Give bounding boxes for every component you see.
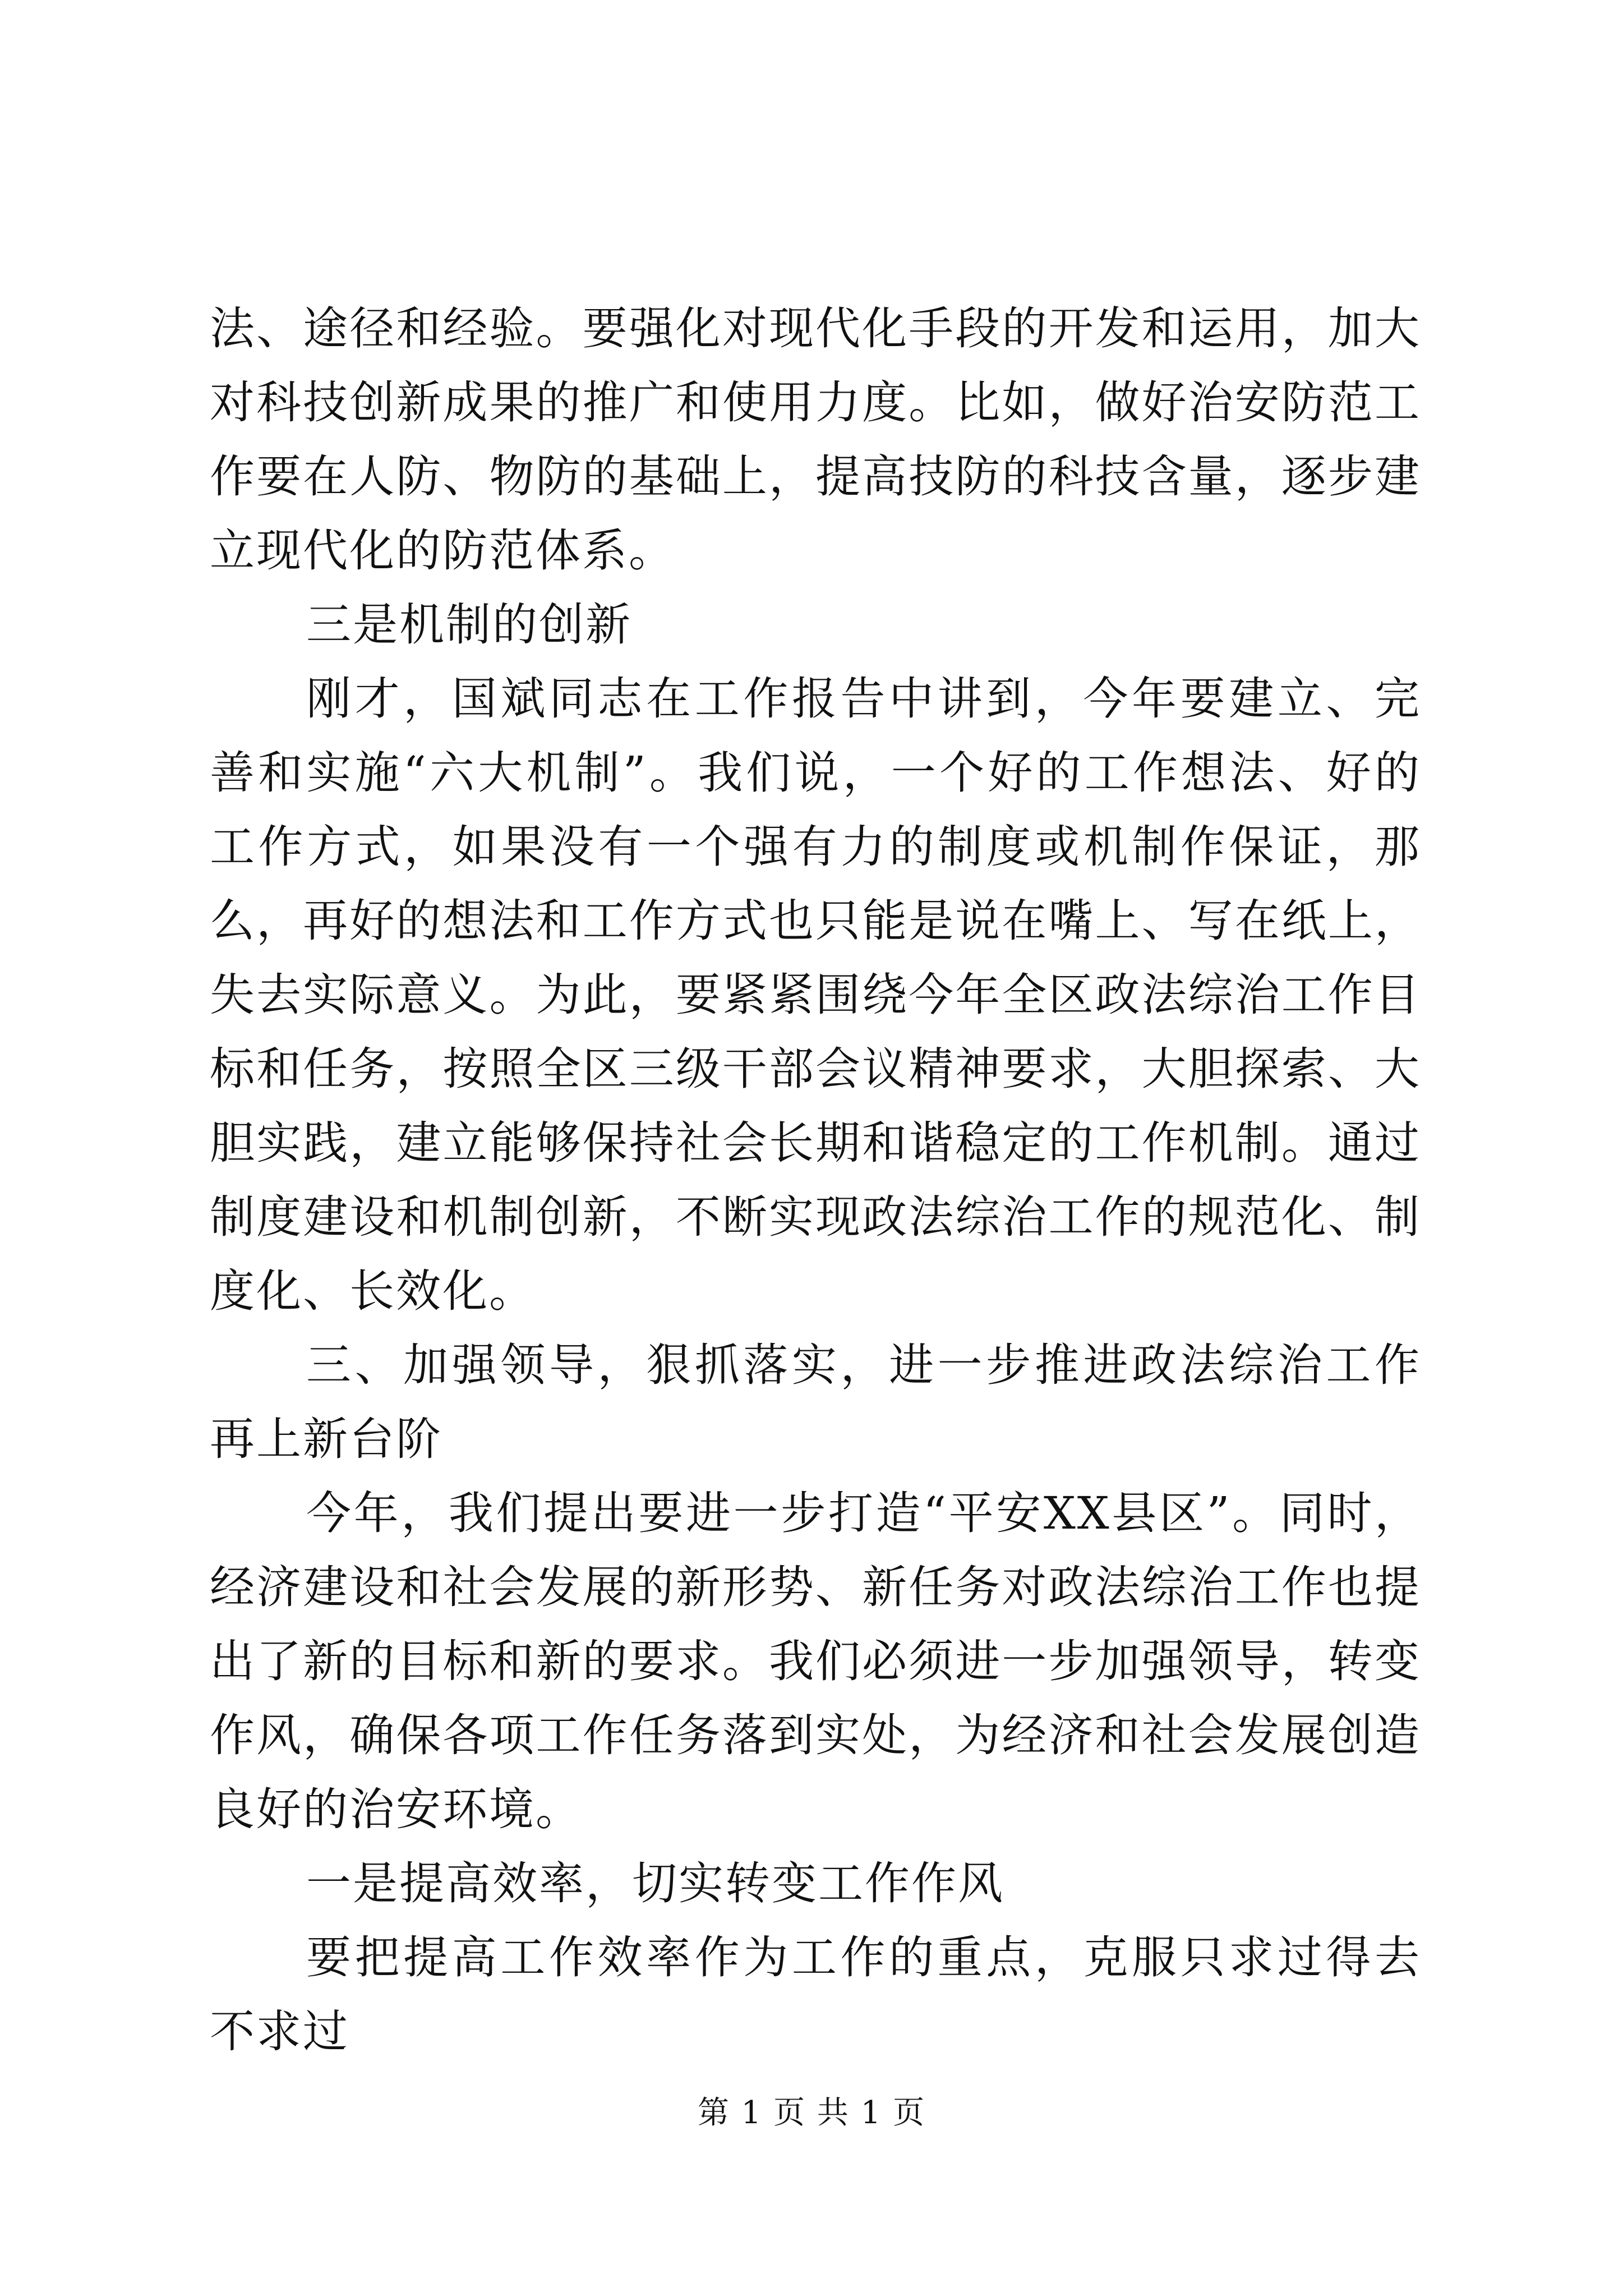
paragraph-6-heading: 一是提高效率，切实转变工作作风 [306,1857,1004,1910]
paragraph-4-heading: 三、加强领导，狠抓落实，进一步推进政法综治工作再上新台阶 [210,1339,1421,1465]
paragraph-5: 今年，我们提出要进一步打造“平安XX县区”。同时，经济建设和社会发展的新形势、新任务对政法综治工作也提出了新的目标和新的要求。我们必须进一步加强领导，转变作风，确保各项工作任务落到实处，为经济和社会发展创造良好的治安环境。 [210,1487,1421,1835]
paragraph-2-heading: 三是机制的创新 [306,599,632,651]
page-footer: 第 1 页 共 1 页 [697,2095,926,2131]
paragraph-7: 要把提高工作效率作为工作的重点，克服只求过得去不求过 [210,1931,1421,2058]
document-body [210,292,1421,2069]
paragraph-3: 刚才，国斌同志在工作报告中讲到，今年要建立、完善和实施“六大机制”。我们说，一个好的工作想法、好的工作方式，如果没有一个强有力的制度或机制作保证，那么，再好的想法和工作方式也只能是说在嘴上、写在纸上，失去实际意义。为此，要紧紧围绕今年全区政法综治工作目标和任务，按照全区三级干部会议精神要求，大胆探索、大胆实践，建立能够保持社会长期和谐稳定的工作机制。通过制度建设和机制创新，不断实现政法综治工作的规范化、制度化、长效化。 [210,673,1421,1317]
paragraph-1: 法、途径和经验。要强化对现代化手段的开发和运用，加大对科技创新成果的推广和使用力度。比如，做好治安防范工作要在人防、物防的基础上，提高技防的科技含量，逐步建立现代化的防范体系。 [210,302,1421,577]
